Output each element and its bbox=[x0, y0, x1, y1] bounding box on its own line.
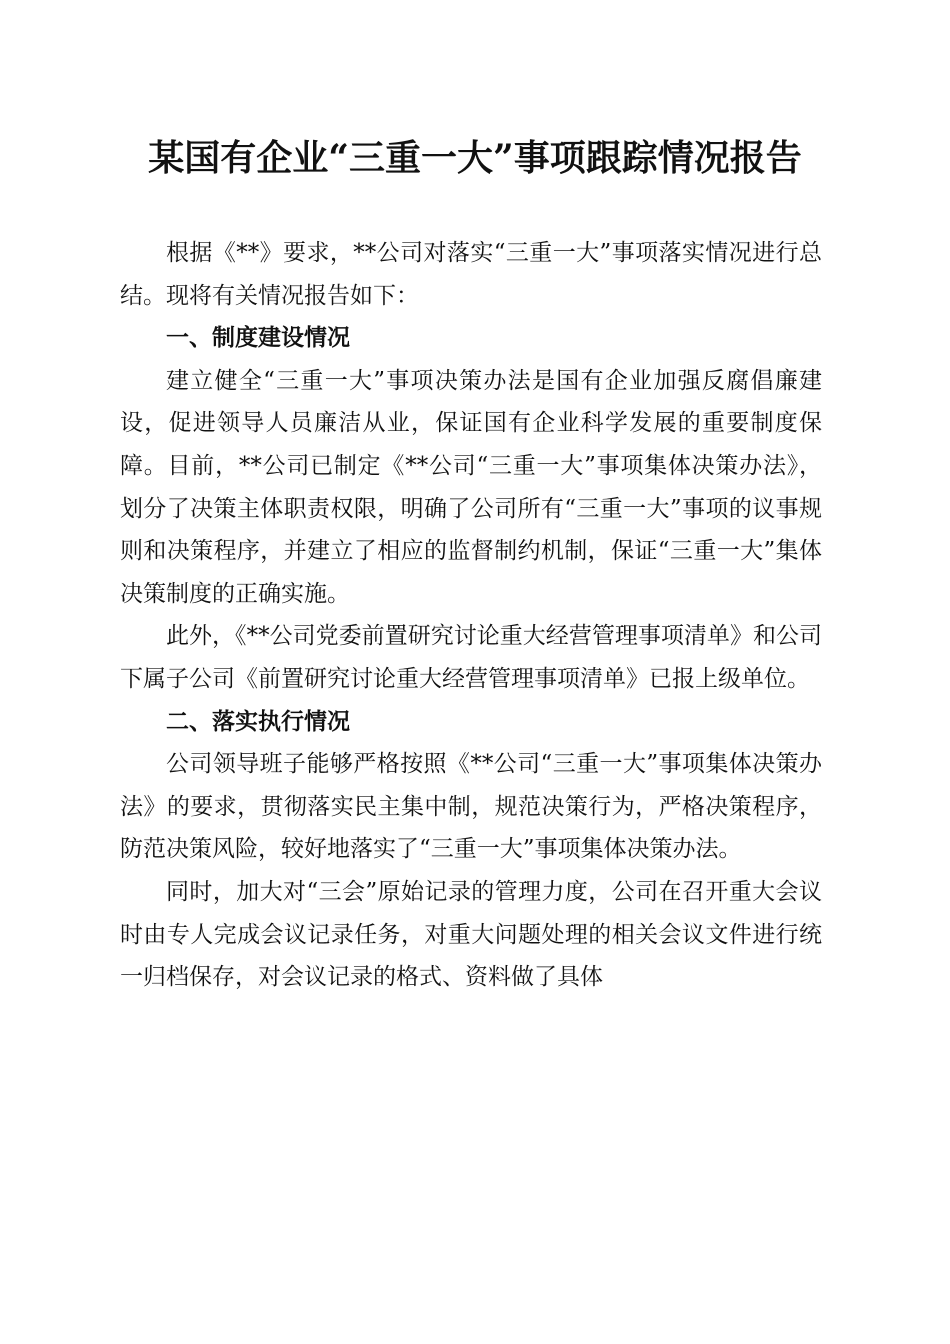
section-heading-implementation: 二、落实执行情况 bbox=[166, 708, 350, 735]
section2-paragraph: 同时，加大对“三会”原始记录的管理力度，公司在召开重大会议时由专人完成会议记录任务，对重大问题处理的相关会议文件进行统一归档保存，对会议记录的格式、资料做了具体 bbox=[120, 878, 822, 991]
section-heading-system-construction: 一、制度建设情况 bbox=[166, 325, 350, 352]
document-title: 某国有企业“三重一大”事项跟踪情况报告 bbox=[148, 137, 802, 179]
section1-paragraph: 此外，《**公司党委前置研究讨论重大经营管理事项清单》和公司下属子公司《前置研究讨论重大经营管理事项清单》已报上级单位。 bbox=[120, 623, 822, 692]
section1-paragraph: 建立健全“三重一大”事项决策办法是国有企业加强反腐倡廉建设，促进领导人员廉洁从业，保证国有企业科学发展的重要制度保障。目前，**公司已制定《**公司“三重一大”事项集体决策办法》，划分了决策主体职责权限，明确了公司所有“三重一大”事项的议事规则和决策程序，并建立了相应的监督制约机制，保证“三重一大”集体决策制度的正确实施。 bbox=[120, 367, 822, 607]
intro-paragraph: 根据《**》要求，**公司对落实“三重一大”事项落实情况进行总结。现将有关情况报告如下： bbox=[120, 240, 822, 309]
section2-paragraph: 公司领导班子能够严格按照《**公司“三重一大”事项集体决策办法》的要求，贯彻落实民主集中制，规范决策行为，严格决策程序，防范决策风险，较好地落实了“三重一大”事项集体决策办法。 bbox=[120, 751, 822, 863]
document-body bbox=[120, 232, 822, 999]
